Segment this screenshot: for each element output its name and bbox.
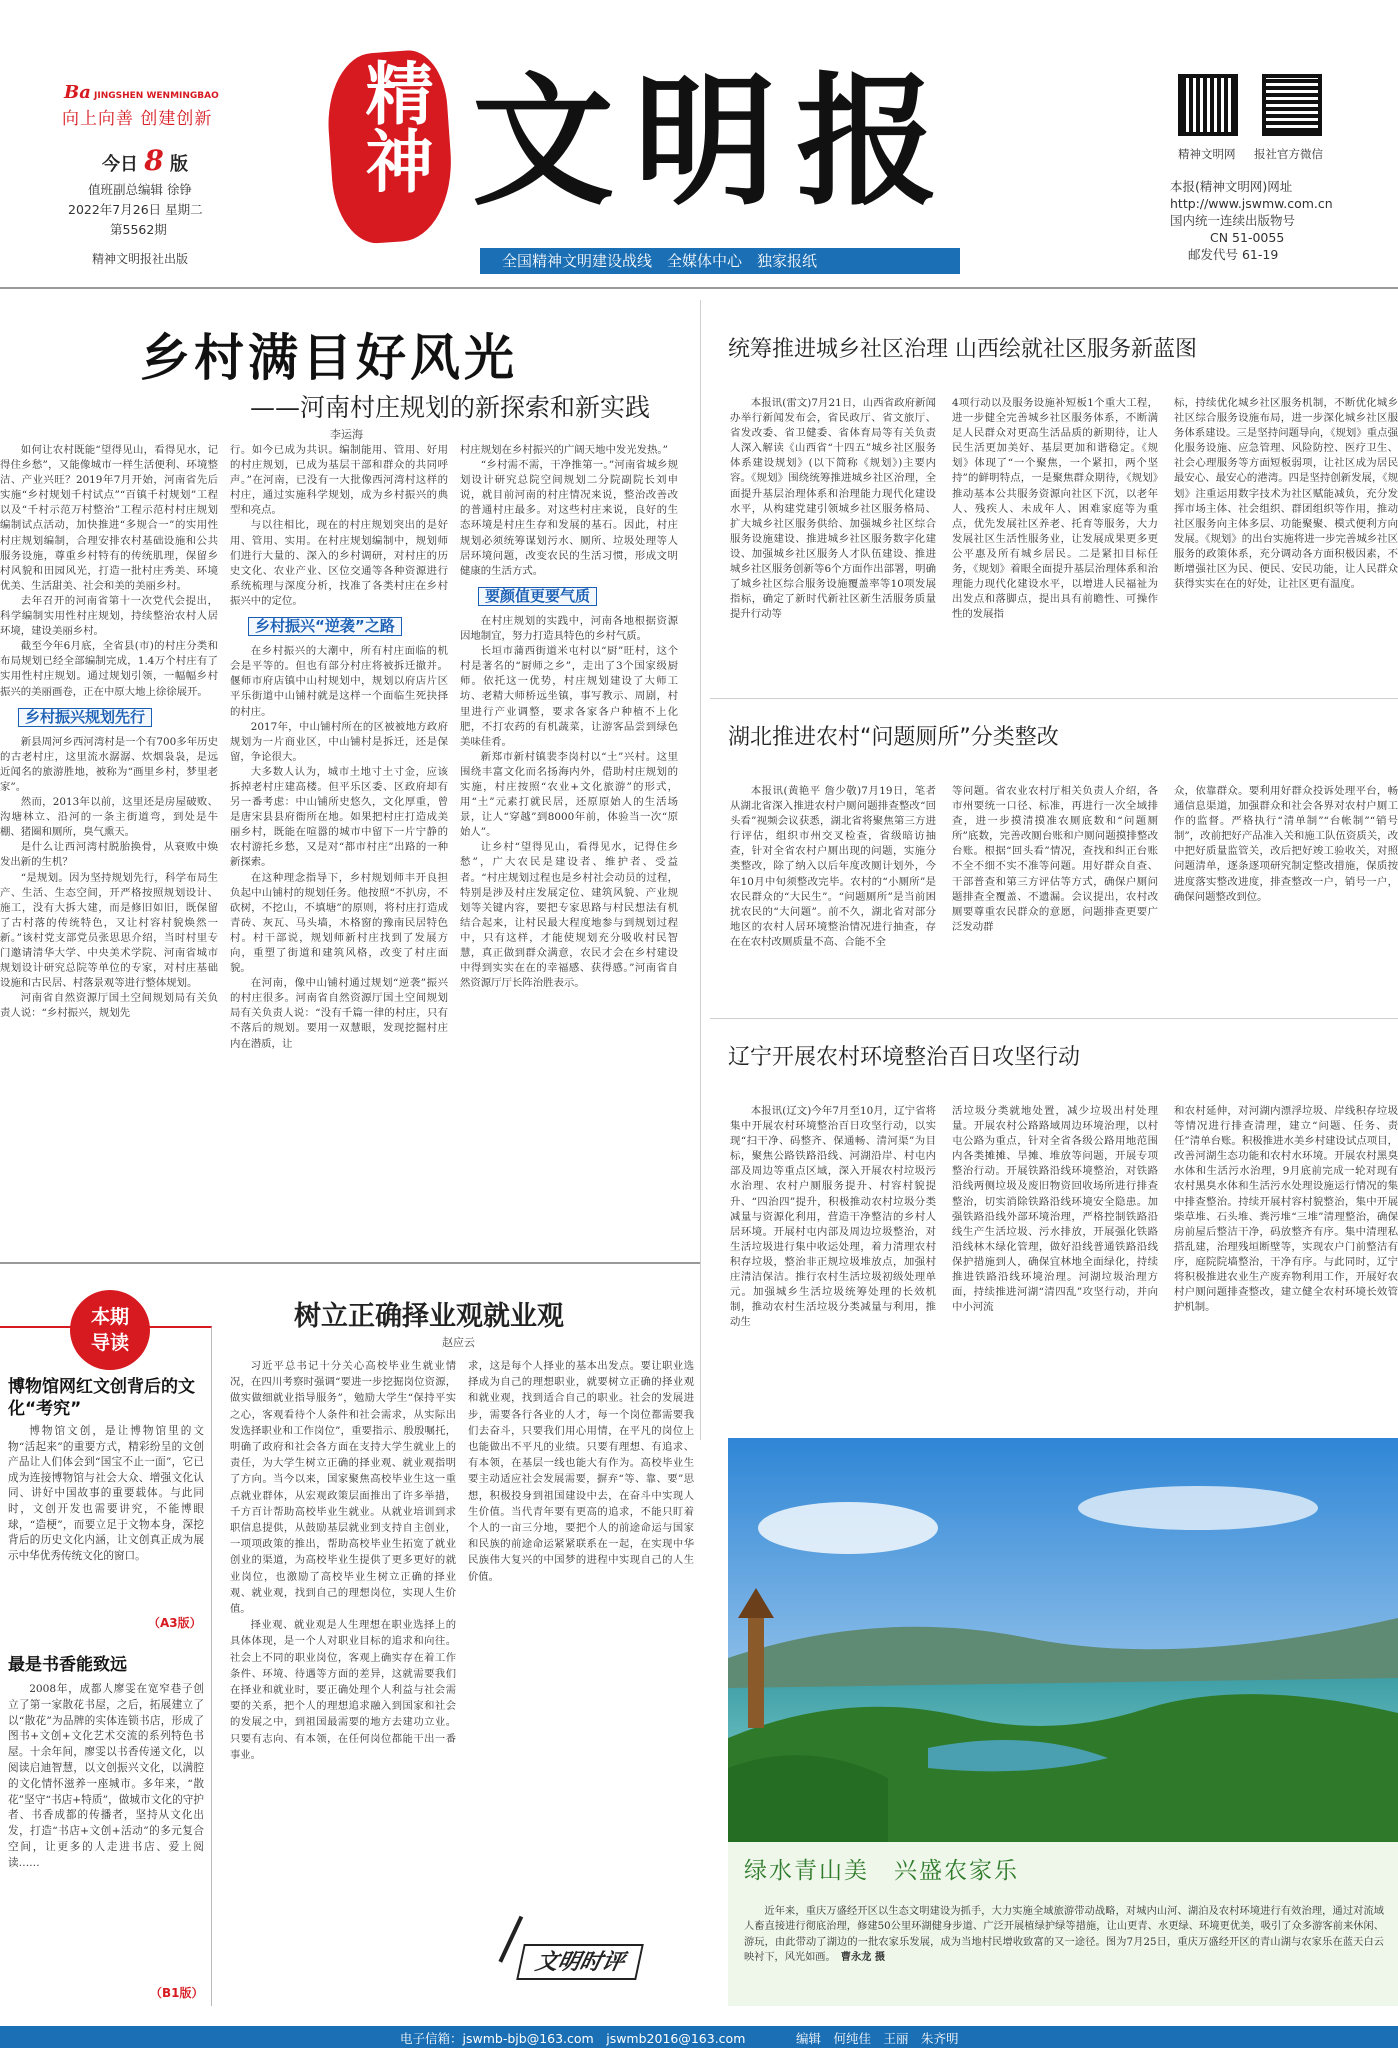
guide-title-1: 博物馆网红文创背后的文化“考究” bbox=[8, 1377, 195, 1419]
qr-code-icon bbox=[1262, 74, 1322, 136]
photo-caption: 近年来，重庆万盛经开区以生态文明建设为抓手，大力实施全域旅游带动战略，对城内山河、湖泊及农村环境进行有效治理，通过对流域人畜直接进行彻底治理，修建50公里环湖健身步道、广泛开展植绿护绿等措施，让山更青、水更绿、环境更优美，吸引了众多游客前来休闲、游玩，由此带动了湖边的一批农家乐发展，成为当地村民增收致富的又一途径。图为7月25日，重庆万盛经开区的青山湖与农家乐在蓝天白云映衬下，风光如画。 曹永龙 摄 bbox=[744, 1906, 1384, 1964]
article-column: 活垃圾分类就地处置，减少垃圾出村处理量。开展农村公路路域周边环境治理，以村屯公路为重点，针对全省各级公路用地范围内各类摊摊、旱摊、堆放等问题，开展专项整治行动。开展铁路沿线环境整治，对铁路沿线两侧垃圾及废旧物资回收场所进行排查整治，切实消除铁路沿线环境安全隐患。加强铁路沿线外部环境治理，严格控制铁路沿线生产生活垃圾、污水排放，开展强化铁路沿线林木绿化管理，做好沿线普通铁路沿线保护措施到人，确保宜林地全面绿化，持续推进铁路沿线环境治理。河湖垃圾治理方面，持续推进河湖“清四乱”攻坚行动，并向中小河流 bbox=[952, 1105, 1158, 1314]
guide-body-1: 博物馆文创，是让博物馆里的文物“活起来”的重要方式，精彩纷呈的文创产品让人们体会到“国宝不止一面”，它已成为连接博物馆与社会大众、增强文化认同、讲好中国故事的重要载体。与此同时，文创开发也需要讲究，不能博眼球，“造梗”，而要立足于文物本身，深挖背后的历史文化内涵，让文创真正成为展示中华优秀传统文化的窗口。 bbox=[8, 1425, 204, 1562]
article-column: 本报讯(黄艳平 詹少敬)7月19日，笔者从湖北省深入推进农村户厕问题排查整改“回头看”视频会议获悉，湖北省将聚焦第三方进行评估，组织市州交叉检查，省级暗访抽查，针对全省农村户厕出现的问题，实施分类整改，除了纳入以后年度改厕计划外，今年10月中旬须整改完毕。农村的“小厕所”是农民群众的“大民生”。“问题厕所”是当前困扰农民的“大问题”。前不久，湖北省对部分地区的农村人居环境整治情况进行抽查，存在在农村改厕质量不高、合能不全 bbox=[730, 785, 936, 948]
info-line: http://www.jswmw.com.cn bbox=[1170, 196, 1333, 211]
photo-caption-title: 绿水青山美 兴盛农家乐 bbox=[744, 1858, 1019, 1884]
paragraph: 在河南，像中山铺村通过规划“逆袭”振兴的村庄很多。河南省自然资源厅国土空间规划局有关负责人说：“没有千篇一律的村庄，只有不落后的规划。要用一双慧眼，发现挖掘村庄内在潜质，让 bbox=[230, 977, 448, 1050]
article-column: 众，依靠群众。要利用好群众投诉处理平台，畅通信息渠道，加强群众和社会各界对农村户厕工作的监督。严格执行“清单制”“台帐制”“销号制”，改前把好产品准入关和施工队伍资质关，改中把好质量监管关，改后把好竣工验收关，对照问题清单，逐条逐项研究制定整改措施，保质按进度落实整改进度，排查整改一户，销号一户，确保问题整改到位。 bbox=[1174, 785, 1398, 903]
guide-body-2: 2008年，成都人廖雯在宽窄巷子创立了第一家散花书屋，之后，拓展建立了以“散花”为品牌的实体连锁书店，形成了图书+文创+文化艺术交流的系列特色书屋。十余年间，廖雯以书香传递文化，以阅读启迪智慧，以文创振兴文化，以满腔的文化情怀滋养一座城市。多年来，“散花”坚守“书店+特质”，做城市文化的守护者、书香成都的传播者，坚持从文化出发，打造“书店+文创+活动”的多元复合空间，让更多的人走进书店、爱上阅读…… bbox=[8, 1683, 204, 1869]
paragraph: 截至今年6月底，全省县(市)的村庄分类和布局规划已经全部编制完成，1.4万个村庄有了实用性村庄规划。通过规划引领，一幅幅乡村振兴的美丽画卷，正在中原大地上徐徐展开。 bbox=[0, 640, 218, 698]
subhead: 要颜值更要气质 bbox=[478, 587, 597, 606]
guide-page-ref: （B1版） bbox=[150, 1986, 204, 2000]
subhead: 乡村振兴规划先行 bbox=[18, 708, 152, 727]
article-column: 和农村延伸，对河湖内漂浮垃圾、岸线积存垃圾等情况进行排查清理，建立“问题、任务、责任”清单台账。积极推进水美乡村建设试点项目，改善河湖生态功能和农村水环境。开展农村黑臭水体和生活污水治理，9月底前完成一轮对现有农村黑臭水体和生活污水处理设施运行情况的集中排查整治。持续开展村容村貌整治，集中开展柴草堆、石头堆、粪污堆“三堆”清理整治，确保房前屋后整洁干净，码放整齐有序。集中清理私搭乱建，治理残垣断壁等，实现农户门前整洁有序，庭院院墙整治，干净有序。与此同时，辽宁将积极推进农业生产废弃物利用工作，开展好农村户厕问题排查整改，建立健全农村环境长效管护机制。 bbox=[1174, 1105, 1398, 1314]
photo-credit: 曹永龙 摄 bbox=[840, 1951, 886, 1964]
title-red: 精神 bbox=[354, 58, 434, 194]
issue-date: 2022年7月26日 星期二 bbox=[68, 202, 203, 217]
guide-title-2: 最是书香能致远 bbox=[8, 1655, 127, 1675]
paragraph: 在村庄规划的实践中，河南各地根据资源因地制宜，努力打造具特色的乡村气质。 bbox=[460, 614, 678, 643]
photo-lake bbox=[728, 1438, 1398, 1842]
paragraph: “乡村需不需，干净推第一。”河南省城乡规划设计研究总院空间规划二分院副院长刘申说，就目前河南的村庄情况来说，整治改善改的普通村庄最多。对这些村庄来说，良好的生态环境是村庄生存和发展的基石。因此，村庄规划必须统筹谋划污水、厕所、垃圾处理等人居环境问题，改变农民的生活习惯，形成文明健康的生活方式。 bbox=[460, 459, 678, 577]
paragraph: 然而，2013年以前，这里还是房屋破败、沟塘林立、沿河的一条主街道弯，到处是牛棚、猪圈和厕所，臭气熏天。 bbox=[0, 796, 218, 839]
lead-column-1 bbox=[0, 443, 218, 1273]
editor-in-chief: 值班副总编辑 徐铮 bbox=[88, 182, 192, 197]
vertical-divider bbox=[700, 300, 701, 1440]
masthead-info bbox=[1170, 178, 1360, 263]
paragraph: 村庄规划在乡村振兴的广阔天地中发光发热。” bbox=[460, 444, 668, 456]
opinion-column: 习近平总书记十分关心高校毕业生就业情况，在四川考察时强调“要进一步挖掘岗位资源，做实做细就业指导服务”，勉励大学生“保持平实之心，客观看待个人条件和社会需求，从实际出发选择职业和工作岗位”，重要指示、殷殷嘱托，明确了政府和社会各方面在支持大学生就业上的责任，为大学生树立正确的择业观、就业观指明了方向。当今以来，国家聚焦高校毕业生这一重点就业群体，从宏观政策层面推出了许多举措，千方百计帮助高校毕业生就业。从就业培训到求职信息提供，从鼓励基层就业到支持自主创业，一项项政策的推出，帮助高校毕业生拓宽了就业创业的渠道，为高校毕业生提供了更多更好的就业岗位，也激励了高校毕业生树立正确的择业观、就业观，找到自己的理想岗位，实现人生价值。 择业观、就业观是人生理想在职业选择上的具体体现，是一个人对职业目标的追求和向往。社会上不同的职业岗位，客观上确实存在着工作条件、环境、待遇等方面的差异，这就需要我们在择业和就业时，要正确处理个人利益与社会需要的关系，把个人的理想追求融入到国家和社会的发展之中，到祖国最需要的地方去建功立业。只要有志向、有本领，在任何岗位都能干出一番事业。 bbox=[230, 1360, 456, 1761]
lead-author: 李运海 bbox=[330, 428, 363, 441]
footer-email: 电子信箱：jswmb-bjb@163.com jswmb2016@163.com bbox=[400, 2031, 746, 2046]
brand-logo: Ba JINGSHEN WENMINGBAO bbox=[64, 82, 219, 103]
qr-label-wechat: 报社官方微信 bbox=[1254, 147, 1323, 161]
qr-code-icon bbox=[1178, 74, 1238, 136]
badge-text: 本期 bbox=[90, 1306, 129, 1328]
banner: 全国精神文明建设战线 全媒体中心 独家报纸 bbox=[480, 248, 960, 274]
paragraph: 去年召开的河南省第十一次党代会提出，科学编制实用性村庄规划，持续整治农村人居环境，建设美丽乡村。 bbox=[0, 594, 218, 638]
paragraph: 河南省自然资源厅国土空间规划局有关负责人说：“乡村振兴，规划先 bbox=[0, 992, 218, 1020]
column-logo: 文明时评 bbox=[516, 1944, 644, 1980]
info-line: 国内统一连续出版物号 bbox=[1170, 213, 1296, 228]
paragraph: “是规划。因为坚持规划先行，科学布局生产、生活、生态空间，开严格按照规划设计、施工，没有大拆大建，而是修旧如旧，既保留了古村落的传统特色，又让村容村貌焕然一新。”该村党支部党员张思思介绍，当时村里专门邀请清华大学、中央美术学院、河南省城市规划设计研究总院等单位的专家，对村庄基础设施和古民居、村落景观等进行整体规划。 bbox=[0, 871, 218, 990]
horizontal-divider bbox=[0, 1262, 700, 1264]
slogan: 向上向善 创建创新 bbox=[62, 109, 213, 129]
footer-editor: 编辑 何纯佳 王丽 朱齐明 bbox=[796, 2031, 959, 2046]
subhead: 乡村振兴“逆袭”之路 bbox=[248, 617, 402, 636]
article-column: 标，持续优化城乡社区服务机制，不断优化城乡社区综合服务设施布局，进一步深化城乡社区服务体系建设。三是坚持问题导向，《规划》重点强化服务设施、应急管理、风险防控、医疗卫生、社会心理服务等方面短板弱项，让社区成为居民最安心、最安心的港湾。四是坚持创新发展，《规划》注重运用数字技术为社区赋能减负，充分发挥市场主体、社会组织、群团组织等作用，推动社区服务向主体多层、功能聚聚、模式便利方向发展。《规划》的出台实施将进一步完善城乡社区服务的政策体系，充分调动各方面积极因素，不断增强社区为民、便民、安民功能，让人民群众获得实实在在的好处，让社区更有温度。 bbox=[1174, 397, 1398, 591]
publisher: 精神文明报社出版 bbox=[92, 252, 189, 266]
article-column: 4项行动以及服务设施补短板1个重大工程，进一步健全完善城乡社区服务体系，不断满足人民群众对更高生活品质的新期待，让人民生活更加美好、基层更加和谐稳定。《规划》体现了“一个聚焦，一个紧扣，两个坚持”的鲜明特点，一是聚焦群众期待，《规划》推动基本公共服务资源向社区下沉，以老年人、残疾人、未成年人、困难家庭等为重点，优先发展社区养老、托育等服务，大力发展社区生活性服务业，让发展成果更多更公平惠及所有城乡居民。二是紧扣目标任务，《规划》着眼全面提升基层治理体系和治理能力现代化建设水平，以增进人民福祉为出发点和落脚点，提出具有前瞻性、可操作性的发展指 bbox=[952, 397, 1158, 621]
masthead bbox=[0, 0, 1398, 290]
paragraph: 让乡村“望得见山，看得见水，记得住乡愁”，广大农民是建设者、维护者、受益者。“村庄规划过程也是乡村社会动员的过程，特别是涉及村庄发展定位、建筑风貌、产业规划等关键内容，要把专家思路与村民想法有机结合起来，让村民最大程度地参与到规划过程中，只有这样，才能使规划充分吸收村民智慧，真正做到群众满意，农民才会在乡村建设中得到实实在在的幸福感、获得感。”河南省自然资源厅厅长阵治胜表示。 bbox=[460, 841, 678, 990]
title-black: 文明报 bbox=[472, 59, 958, 225]
info-line: 本报(精神文明网)网址 bbox=[1170, 179, 1293, 194]
lead-column-2 bbox=[230, 443, 448, 1273]
divider bbox=[710, 698, 1398, 699]
divider bbox=[710, 1018, 1398, 1019]
paragraph: 与以往相比，现在的村庄规划突出的是好用、管用、实用。在村庄规划编制中，规划师们进行大量的、深入的乡村调研，对村庄的历史文化、农业产业、区位交通等各种资源进行系统梳理与深度分析，找准了各类村庄在乡村振兴中的定位。 bbox=[230, 519, 448, 607]
article-column: 本报讯(雷文)7月21日，山西省政府新闻办举行新闻发布会，省民政厅、省文旅厅、省发改委、省卫健委、省体育局等有关负责人深入解读《山西省“十四五”城乡社区服务体系建设规划》(以下简称《规划》)主要内容。《规划》围绕统筹推进城乡社区治理，全面提升基层治理体系和治理能力现代化建设水平，从构建党建引领城乡社区服务格局、扩大城乡社区服务供给、加强城乡社区综合服务设施建设、推进城乡社区服务数字化建设、加强城乡社区服务人才队伍建设、推进城乡社区服务创新等6个方面作出部署，明确了城乡社区综合服务设施覆盖率等10项发展指标，确定了新时代新社区新生活服务质量提升行动等 bbox=[730, 397, 936, 621]
guide-badge bbox=[70, 1290, 150, 1370]
article-title: 统筹推进城乡社区治理 山西绘就社区服务新蓝图 bbox=[728, 337, 1197, 362]
paragraph: 新郑市新村镇裴李岗村以“土”兴村。这里围绕丰富文化而名扬海内外，借助村庄规划的实施，村庄按照“农业+文化旅游”的形式，用“土”元素打就民居，还原原始人的生活场景，让人“穿越”到8000年前，体验当一次“原始人”。 bbox=[460, 750, 678, 839]
guide-page-ref: （A3版） bbox=[148, 1616, 202, 1630]
paragraph: 是什么让西河湾村脱胎换骨，从衰败中焕发出新的生机？ bbox=[0, 841, 218, 869]
pages-today: 今日 8 版 bbox=[102, 144, 189, 177]
paragraph: 长垣市蒲西街道米屯村以“厨”旺村，这个村是著名的“厨师之乡”，走出了3个国家级厨师。依托这一优势，村庄规划建设了大师工坊、老精大师桥远坐镇，事写教示、周剧，村里进行产业调整，要求各家各户种植不上化肥，不打农药的有机蔬菜，让游客品尝到绿色美味佳肴。 bbox=[460, 645, 678, 748]
paragraph: 2017年，中山铺村所在的区被被地方政府规划为一片商业区，中山铺村是拆迁，还是保留，争论很大。 bbox=[230, 720, 448, 763]
paragraph: 新县周河乡西河湾村是一个有700多年历史的古老村庄，这里流水潺潺、炊烟袅袅，是远近闻名的旅游胜地，被称为“画里乡村，梦里老家”。 bbox=[0, 735, 218, 793]
article-column: 本报讯(辽文)今年7月至10月，辽宁省将集中开展农村环境整治百日攻坚行动，以实现“扫干净、码整齐、保通畅、清河渠”为目标，聚焦公路铁路沿线、河湖沿岸、村屯内部及周边等重点区域，深入开展农村垃圾污水治理、农村户厕服务提升、村容村貌提升、“四治四”提升，积极推动农村垃圾分类减量与资源化利用，营造干净整洁的乡村人居环境。开展村屯内部及周边垃圾整治，对生活垃圾进行集中收运处理，着力清理农村积存垃圾，整治非正规垃圾堆放点，加强村庄清洁保洁。推行农村生活垃圾初级处理单元。加强城乡生活垃圾统筹处理的长效机制，推动农村生活垃圾分类减量与利用，推动生 bbox=[730, 1105, 936, 1329]
paragraph: 如何让农村既能“望得见山，看得见水，记得住乡愁”，又能像城市一样生活便利、环境整洁、产业兴旺？2019年7月开始，河南省先后实施“乡村规划千村试点”“百镇千村规划”工程以及“千村示范万村整治”工程示范村村庄规划编制试点活动，加快推进“多规合一”的实用性村庄规划编制，合理安排农村基础设施和公共服务设施，尊重乡村特有的传统肌理，保留乡村风貌和田园风光，打造一批村庄秀美、环境优美、生活甜美、社会和美的美丽乡村。 bbox=[0, 444, 218, 592]
paragraph: 行。如今已成为共识。编制能用、管用、好用的村庄规划，已成为基层干部和群众的共同呼声。”在河南，已没有一大批像西河湾村这样的村庄，通过实施科学规划，成为乡村振兴的典型和亮点。 bbox=[230, 444, 448, 517]
badge-text: 导读 bbox=[90, 1332, 129, 1354]
info-line: CN 51-0055 bbox=[1210, 230, 1285, 245]
info-line: 邮发代号 61-19 bbox=[1188, 247, 1279, 262]
article-title: 辽宁开展农村环境整治百日攻坚行动 bbox=[728, 1045, 1081, 1070]
qr-label-web: 精神文明网 bbox=[1178, 147, 1236, 161]
lead-subtitle: ——河南村庄规划的新探索和新实践 bbox=[250, 393, 651, 422]
article-title: 湖北推进农村“问题厕所”分类整改 bbox=[728, 725, 1059, 750]
paragraph: 大多数人认为，城市土地寸土寸金，应该拆掉老村庄建高楼。但平乐区委、区政府却有另一番考虑：中山铺所史悠久，文化厚重，曾是唐宋县县府衙所在地。如果把村庄打造成美丽乡村，既能在喧嚣的城市中留下一片宁静的农村游托乡愁，又是对“都市村庄”出路的一种新探索。 bbox=[230, 765, 448, 869]
opinion-author: 赵应云 bbox=[442, 1336, 475, 1349]
issue-number: 第5562期 bbox=[110, 222, 167, 237]
opinion-title: 树立正确择业观就业观 bbox=[294, 1301, 564, 1332]
paragraph: 在这种理念指导下，乡村规划师丰开良担负起中山铺村的规划任务。他按照“不扒房，不砍树，不挖山，不填塘”的原则，将村庄打造成青砖、灰瓦、马头墙，木格窗的豫南民居特色村。村干部说，规划师新村庄找到了发展方向，重塑了街道和建筑风格，改变了村庄面貌。 bbox=[230, 871, 448, 975]
opinion-column: 求，这是每个人择业的基本出发点。要让职业选择成为自己的理想职业，就要树立正确的择业观和就业观，找到适合自己的职业。社会的发展进步，需要各行各业的人才，每一个岗位都需要我们去奋斗，只要我们用心用情，在平凡的岗位上也能做出不平凡的业绩。只要有理想、有追求、有本领，在基层一线也能大有作为。高校毕业生要主动适应社会发展需要，摒弃“等、靠、要”思想，积极投身到祖国建设中去，在奋斗中实现人生价值。当代青年要有更高的追求，不能只盯着个人的一亩三分地，要把个人的前途命运与国家和民族的前途命运紧紧联系在一起，在实现中华民族伟大复兴的中国梦的进程中实现自己的人生价值。 bbox=[468, 1360, 694, 1583]
article-column: 等问题。省农业农村厅相关负责人介绍，各市州要统一口径、标准，再进行一次全域排查，进一步摸清摸准农厕底数和“问题厕所”底数，完善改厕台账和户厕问题摸排整改台账。根据“回头看”情况，查找和纠正台账不全不细不实不准等问题。用好群众自查、干部普查和第三方评估等方式，确保户厕问题排查全覆盖、不遗漏。会议提出，农村改厕要尊重农民群众的意愿，问题排查更要广泛发动群 bbox=[952, 785, 1158, 933]
masthead-divider bbox=[0, 287, 1398, 289]
lead-column-3 bbox=[460, 443, 678, 1273]
lead-title: 乡村满目好风光 bbox=[140, 329, 518, 387]
paragraph: 在乡村振兴的大潮中，所有村庄面临的机会是平等的。但也有部分村庄将被拆迁撤并。偃师市府店镇中山村规划中，规划以府店片区平乐街道中山铺村就是这样一个面临生死抉择的村庄。 bbox=[230, 645, 448, 718]
